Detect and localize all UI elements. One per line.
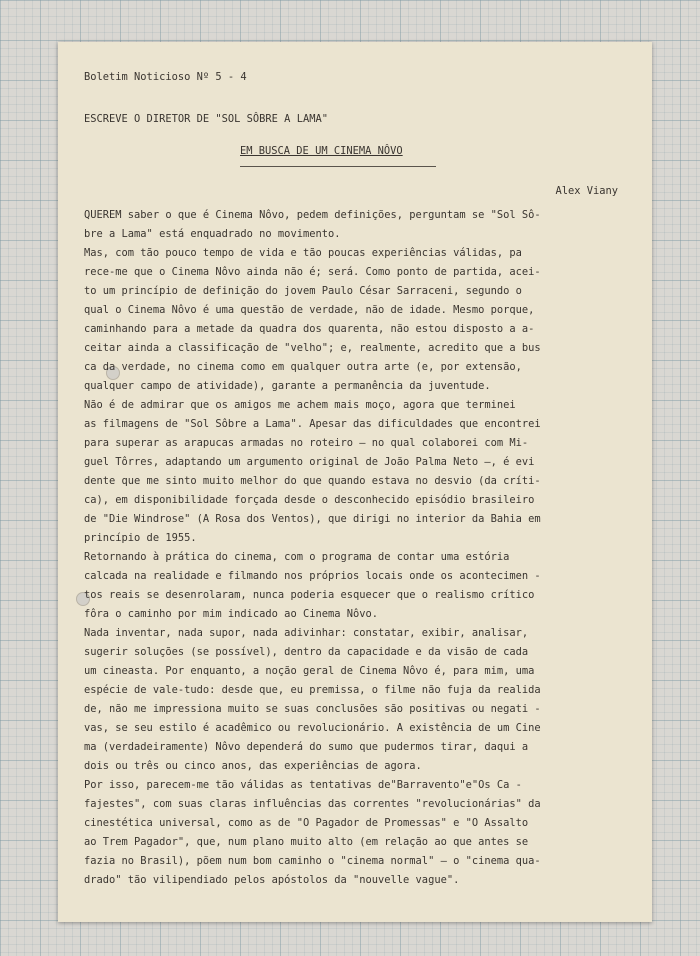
body-line: ca da verdade, no cinema como em qualquer outra arte (e, por extensão, [84, 361, 522, 373]
body-line: ao Trem Pagador", que, num plano muito alto (em relação ao que antes se [84, 836, 529, 848]
body-line: para superar as arapucas armadas no roteiro — no qual colaborei com Mi- [84, 437, 529, 449]
body-line: de, não me impressiona muito se suas conclusões são positivas ou negati - [84, 703, 541, 715]
body-line: guel Tôrres, adaptando um argumento original de João Palma Neto —, é evi [84, 456, 535, 468]
body-line: princípio de 1955. [84, 532, 197, 544]
body-line: fajestes", com suas claras influências das correntes "revolucionárias" da [84, 798, 541, 810]
body-line: Por isso, parecem-me tão válidas as tentativas de"Barravento"e"Os Ca - [84, 779, 522, 791]
article-subtitle: ESCREVE O DIRETOR DE "SOL SÔBRE A LAMA" [84, 113, 328, 125]
body-line: um cineasta. Por enquanto, a noção geral de Cinema Nôvo é, para mim, uma [84, 665, 535, 677]
body-line: tos reais se desenrolaram, nunca poderia esquecer que o realismo crítico [84, 589, 535, 601]
body-line: qual o Cinema Nôvo é uma questão de verdade, não de idade. Mesmo porque, [84, 304, 535, 316]
body-line: QUEREM saber o que é Cinema Nôvo, pedem definições, perguntam se "Sol Sô- [84, 209, 541, 221]
body-line: fazia no Brasil), põem num bom caminho o "cinema normal" — o "cinema qua- [84, 855, 541, 867]
body-line: sugerir soluções (se possível), dentro da capacidade e da visão de cada [84, 646, 529, 658]
body-line: to um princípio de definição do jovem Paulo César Sarraceni, segundo o [84, 285, 522, 297]
body-line: rece-me que o Cinema Nôvo ainda não é; será. Como ponto de partida, acei- [84, 266, 541, 278]
body-line: Nada inventar, nada supor, nada adivinhar: constatar, exibir, analisar, [84, 627, 529, 639]
article-title: EM BUSCA DE UM CINEMA NÔVO [240, 145, 403, 157]
body-line: Mas, com tão pouco tempo de vida e tão poucas experiências válidas, pa [84, 247, 522, 259]
body-line: ma (verdadeiramente) Nôvo dependerá do sumo que pudermos tirar, daqui a [84, 741, 529, 753]
author-name: Alex Viany [555, 185, 618, 197]
body-line: dois ou três ou cinco anos, das experiências de agora. [84, 760, 422, 772]
body-line: calcada na realidade e filmando nos próprios locais onde os acontecimen - [84, 570, 541, 582]
body-line: ceitar ainda a classificação de "velho"; e, realmente, acredito que a bus [84, 342, 541, 354]
body-line: ca), em disponibilidade forçada desde o desconhecido episódio brasileiro [84, 494, 535, 506]
body-line: de "Die Windrose" (A Rosa dos Ventos), que dirigi no interior da Bahia em [84, 513, 541, 525]
title-underline [240, 166, 436, 167]
bulletin-header: Boletim Noticioso Nº 5 - 4 [84, 71, 247, 83]
body-line: Retornando à prática do cinema, com o programa de contar uma estória [84, 551, 510, 563]
body-line: as filmagens de "Sol Sôbre a Lama". Apesar das dificuldades que encontrei [84, 418, 541, 430]
body-line: espécie de vale-tudo: desde que, eu premissa, o filme não fuja da realida [84, 684, 541, 696]
body-line: fôra o caminho por mim indicado ao Cinema Nôvo. [84, 608, 379, 620]
article-body [84, 206, 541, 890]
body-line: Não é de admirar que os amigos me achem mais moço, agora que terminei [84, 399, 516, 411]
body-line: vas, se seu estilo é acadêmico ou revolucionário. A existência de um Cine [84, 722, 541, 734]
body-line: caminhando para a metade da quadra dos quarenta, não estou disposto a a- [84, 323, 535, 335]
typed-page [58, 42, 652, 922]
body-line: bre a Lama" está enquadrado no movimento. [84, 228, 341, 240]
body-line: cinestética universal, como as de "O Pagador de Promessas" e "O Assalto [84, 817, 529, 829]
body-line: dente que me sinto muito melhor do que quando estava no desvio (da críti- [84, 475, 541, 487]
body-line: drado" tão vilipendiado pelos apóstolos da "nouvelle vague". [84, 874, 460, 886]
body-line: qualquer campo de atividade), garante a permanência da juventude. [84, 380, 491, 392]
